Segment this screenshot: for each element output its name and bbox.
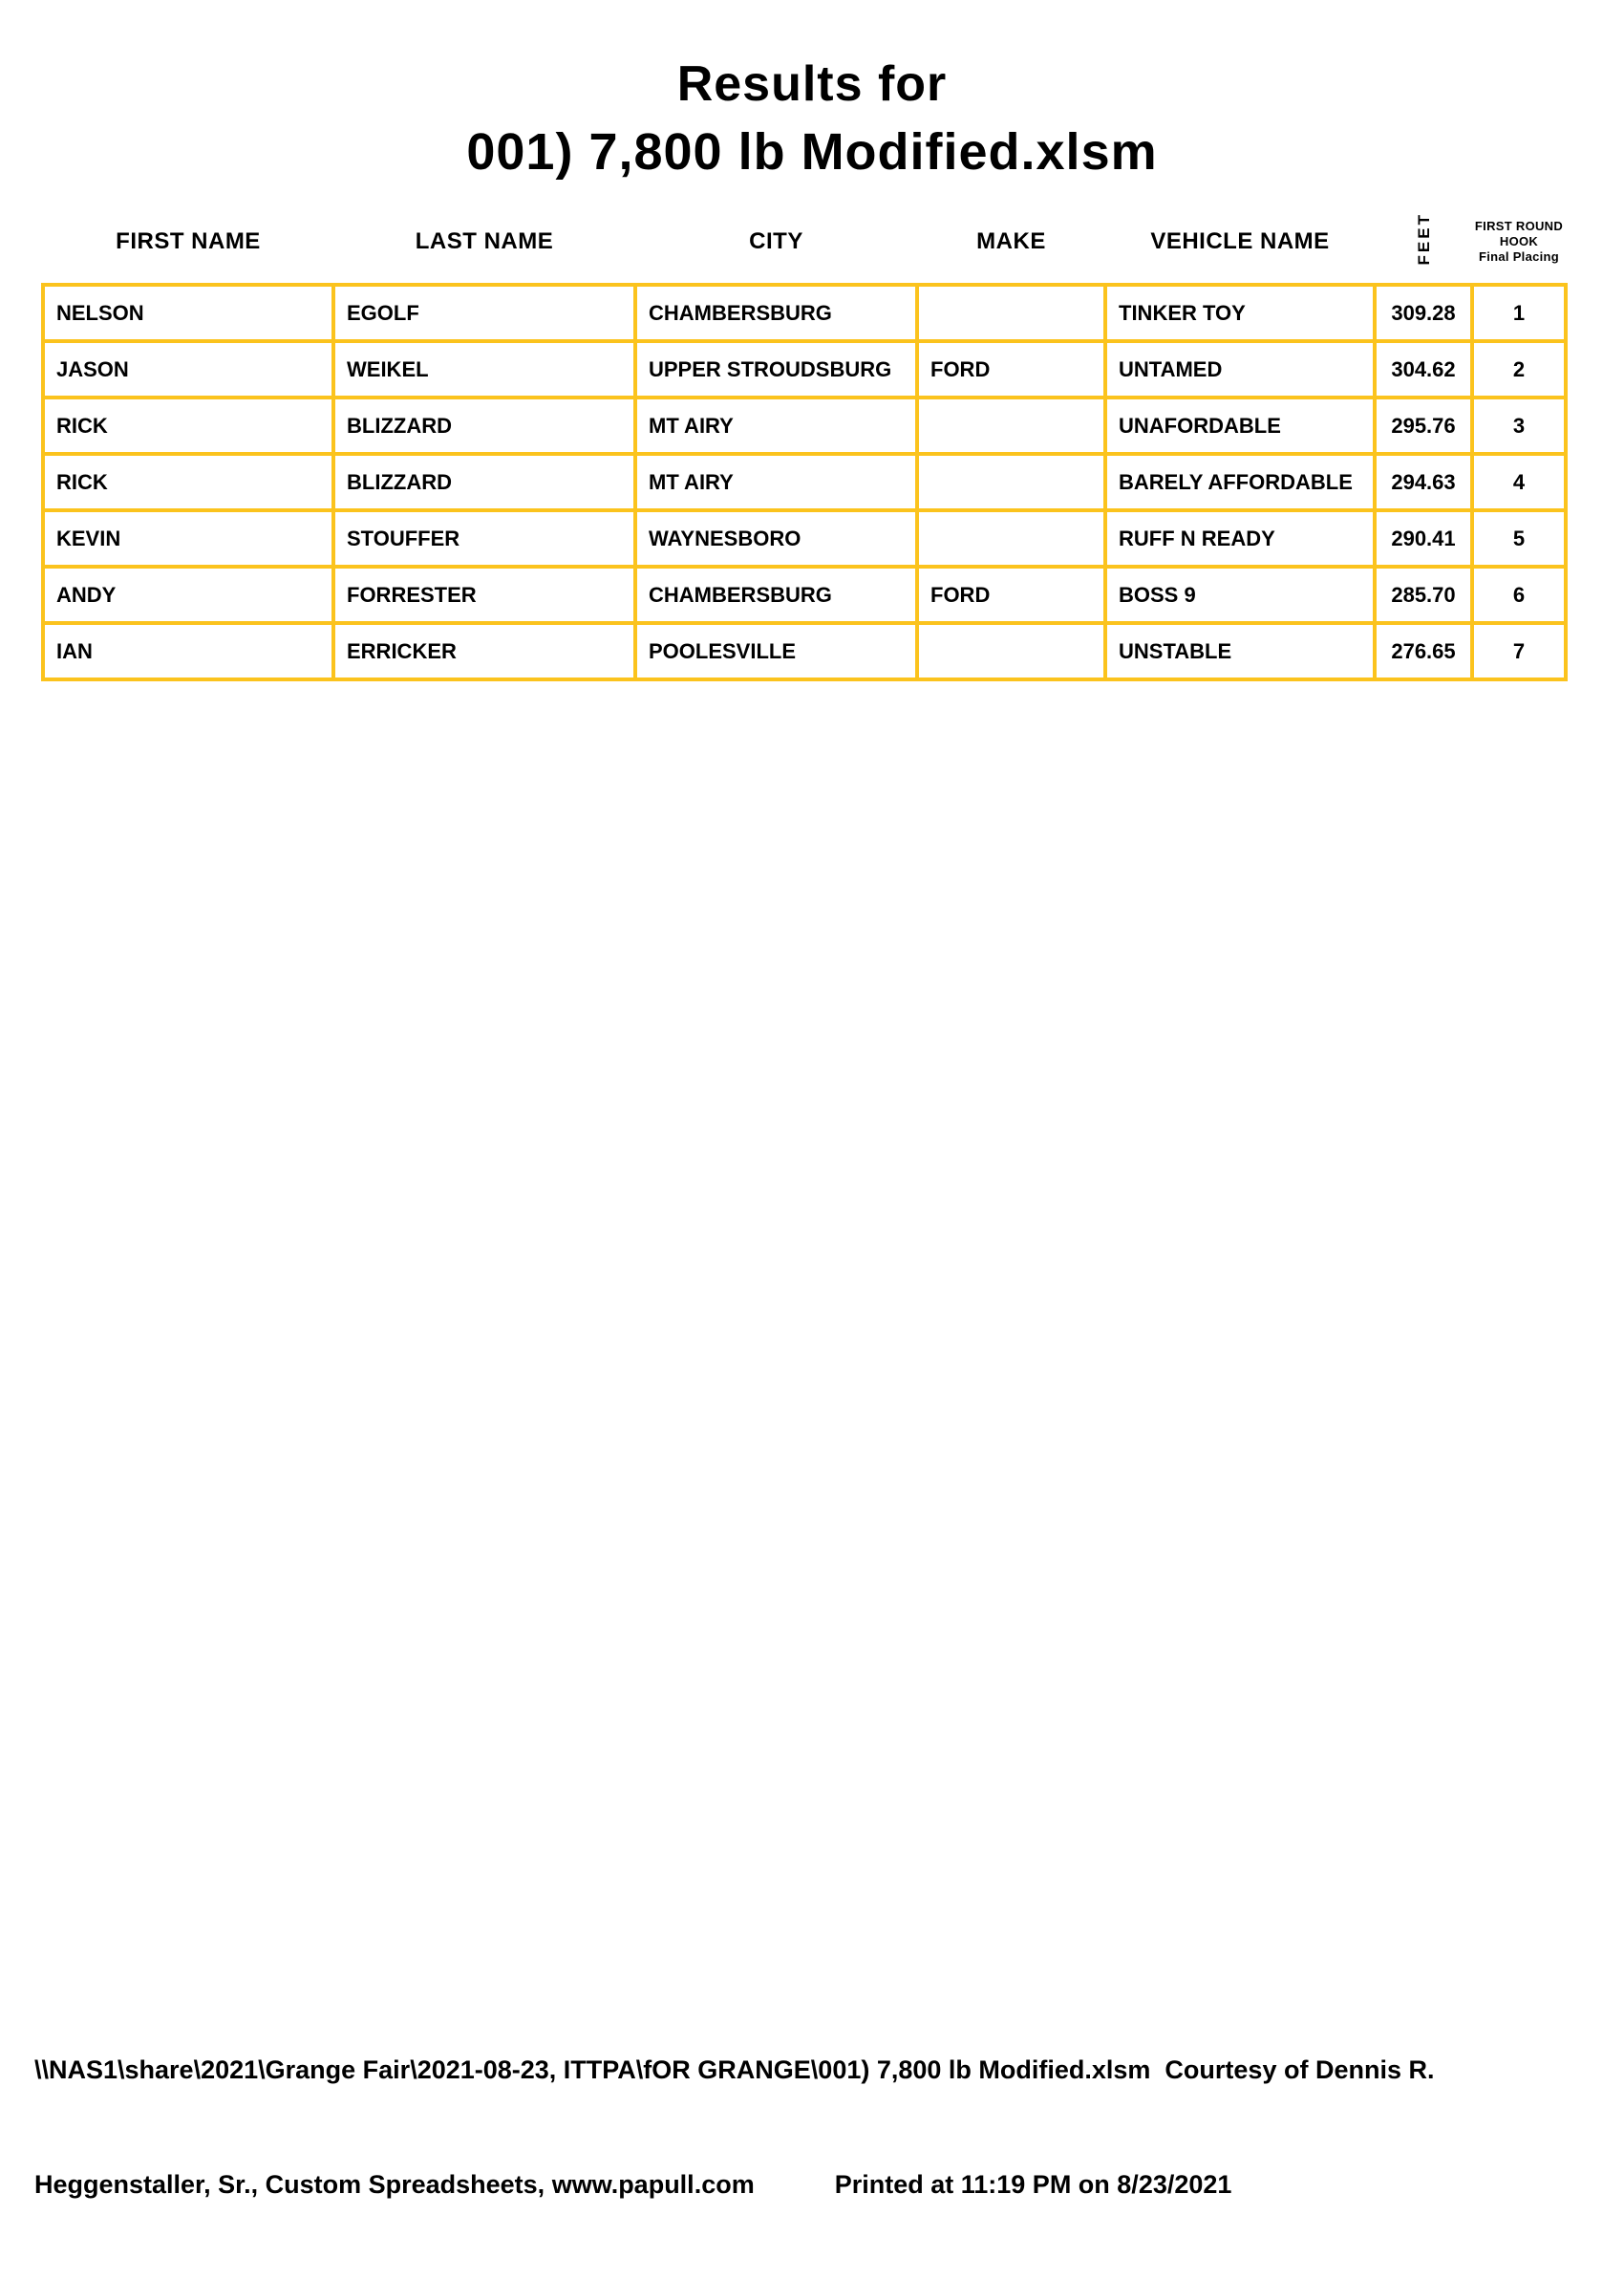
cell-make: FORD [917,567,1105,623]
footer-file-path-line: \\NAS1\share\2021\Grange Fair\2021-08-23, ITTPA\fOR GRANGE\001) 7,800 lb Modified.xlsm Courtesy of Dennis R. [34,2055,1435,2084]
cell-feet: 294.63 [1375,454,1472,510]
cell-first-name: NELSON [43,285,333,341]
table-row [43,285,1566,341]
cell-make [917,510,1105,567]
cell-placing: 3 [1472,398,1566,454]
cell-feet: 276.65 [1375,623,1472,679]
cell-city: CHAMBERSBURG [635,285,917,341]
table-header-row [43,201,1566,285]
page-title: Results for [676,56,948,112]
cell-first-name: IAN [43,623,333,679]
col-header-vehicle-name: VEHICLE NAME [1150,228,1330,254]
cell-feet: 295.76 [1375,398,1472,454]
table-row [43,510,1566,567]
cell-vehicle-name: RUFF N READY [1105,510,1375,567]
cell-last-name: WEIKEL [333,341,635,398]
footer-printed-timestamp: Printed at 11:19 PM on 8/23/2021 [834,2170,1232,2199]
cell-feet: 309.28 [1375,285,1472,341]
col-header-first-name: FIRST NAME [116,228,261,254]
cell-feet: 285.70 [1375,567,1472,623]
table-row [43,623,1566,679]
cell-make [917,454,1105,510]
table-row [43,398,1566,454]
cell-last-name: ERRICKER [333,623,635,679]
cell-city: CHAMBERSBURG [635,567,917,623]
cell-city: UPPER STROUDSBURG [635,341,917,398]
cell-first-name: ANDY [43,567,333,623]
cell-last-name: BLIZZARD [333,398,635,454]
placing-header-line2: HOOK [1499,234,1539,248]
col-header-city: CITY [749,228,803,254]
cell-first-name: RICK [43,454,333,510]
cell-vehicle-name: UNTAMED [1105,341,1375,398]
cell-placing: 5 [1472,510,1566,567]
feet-rotated-label: FEET [1414,211,1433,266]
col-header-feet [1375,201,1472,285]
cell-first-name: RICK [43,398,333,454]
cell-feet: 290.41 [1375,510,1472,567]
cell-placing: 6 [1472,567,1566,623]
col-header-placing [1472,201,1566,285]
cell-last-name: EGOLF [333,285,635,341]
table-row [43,567,1566,623]
cell-first-name: JASON [43,341,333,398]
cell-city: WAYNESBORO [635,510,917,567]
cell-last-name: STOUFFER [333,510,635,567]
placing-header-line1: FIRST ROUND [1474,219,1564,233]
table-body [43,285,1566,679]
cell-last-name: FORRESTER [333,567,635,623]
cell-city: POOLESVILLE [635,623,917,679]
results-table [41,201,1568,681]
cell-first-name: KEVIN [43,510,333,567]
cell-feet: 304.62 [1375,341,1472,398]
cell-make [917,285,1105,341]
cell-vehicle-name: UNSTABLE [1105,623,1375,679]
table-row [43,454,1566,510]
cell-vehicle-name: UNAFORDABLE [1105,398,1375,454]
col-header-make: MAKE [976,228,1046,254]
cell-make [917,398,1105,454]
cell-placing: 4 [1472,454,1566,510]
cell-vehicle-name: TINKER TOY [1105,285,1375,341]
cell-placing: 1 [1472,285,1566,341]
cell-vehicle-name: BOSS 9 [1105,567,1375,623]
footer-credit-line [34,2165,1592,2204]
cell-vehicle-name: BARELY AFFORDABLE [1105,454,1375,510]
cell-city: MT AIRY [635,398,917,454]
cell-city: MT AIRY [635,454,917,510]
placing-header-line3: Final Placing [1478,249,1560,264]
cell-placing: 2 [1472,341,1566,398]
page-subtitle-filename: 001) 7,800 lb Modified.xlsm [466,123,1158,181]
table-row [43,341,1566,398]
footer [34,1974,1592,2280]
cell-last-name: BLIZZARD [333,454,635,510]
footer-credit-text: Heggenstaller, Sr., Custom Spreadsheets, www.papull.com [34,2170,755,2199]
cell-placing: 7 [1472,623,1566,679]
col-header-last-name: LAST NAME [415,228,554,254]
cell-make [917,623,1105,679]
cell-make: FORD [917,341,1105,398]
